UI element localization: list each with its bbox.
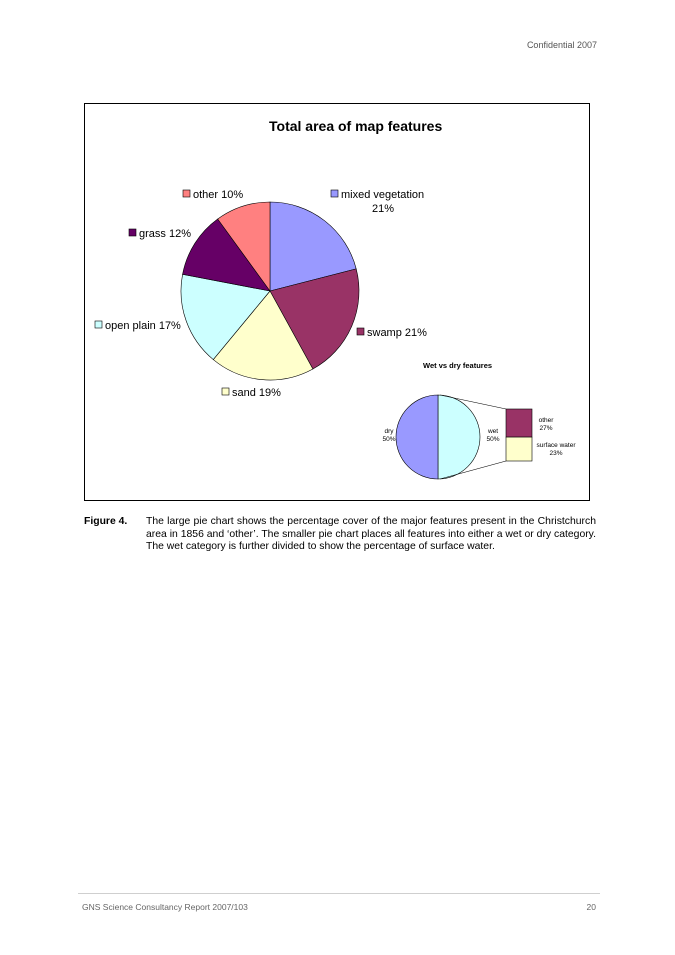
slice-label-mixed-vegetation: mixed vegetation: [341, 189, 425, 201]
slice-label-swamp: swamp 21%: [367, 327, 427, 339]
figure-text: The large pie chart shows the percentage cover of the major features present in the Christchurch area in 1856 and ‘other’. The smaller pie chart places all features into either a wet or dry category. The wet category is further divided to show the percentage of surface water.: [146, 516, 596, 553]
slice-label-open-plain: open plain 17%: [105, 320, 181, 332]
small-slice-dry-label: dry: [384, 428, 394, 435]
legend-key-swamp: [357, 328, 364, 335]
footer-rule: [78, 893, 600, 894]
legend-key-open-plain: [95, 321, 102, 328]
small-pie: [396, 395, 480, 479]
small-slice-wet-label: wet: [487, 428, 499, 435]
legend-key-grass: [129, 229, 136, 236]
bar-segment-surface-water-value: 23%: [549, 450, 563, 457]
main-pie: [181, 202, 359, 380]
bar-segment-surface-water: [506, 437, 532, 461]
small-chart-title: Wet vs dry features: [423, 361, 493, 370]
bar-segment-other: [506, 409, 532, 437]
slice-value-mixed-vegetation: 21%: [372, 203, 395, 215]
figure-caption: [84, 516, 596, 554]
chart-frame: [84, 103, 590, 501]
header-note: Confidential 2007: [526, 40, 597, 50]
legend-key-other: [183, 190, 190, 197]
small-slice-dry-value: 50%: [382, 436, 396, 443]
small-slice-wet: [438, 395, 480, 479]
legend-key-mixed-vegetation: [331, 190, 338, 197]
main-chart-title: Total area of map features: [269, 118, 443, 134]
small-slice-dry: [396, 395, 438, 479]
slice-label-grass: grass 12%: [139, 228, 191, 240]
page-number: 20: [586, 902, 596, 912]
slice-label-sand: sand 19%: [232, 387, 281, 399]
small-slice-wet-value: 50%: [486, 436, 500, 443]
bar-segment-other-label: other: [538, 417, 554, 424]
legend-key-sand: [222, 388, 229, 395]
slice-label-other: other 10%: [193, 189, 244, 201]
bar-segment-other-value: 27%: [539, 425, 553, 432]
charts-svg: [85, 104, 591, 502]
footer-report: GNS Science Consultancy Report 2007/103: [82, 902, 248, 912]
bar-segment-surface-water-label: surface water: [536, 442, 576, 449]
figure-label: Figure 4.: [84, 516, 128, 527]
